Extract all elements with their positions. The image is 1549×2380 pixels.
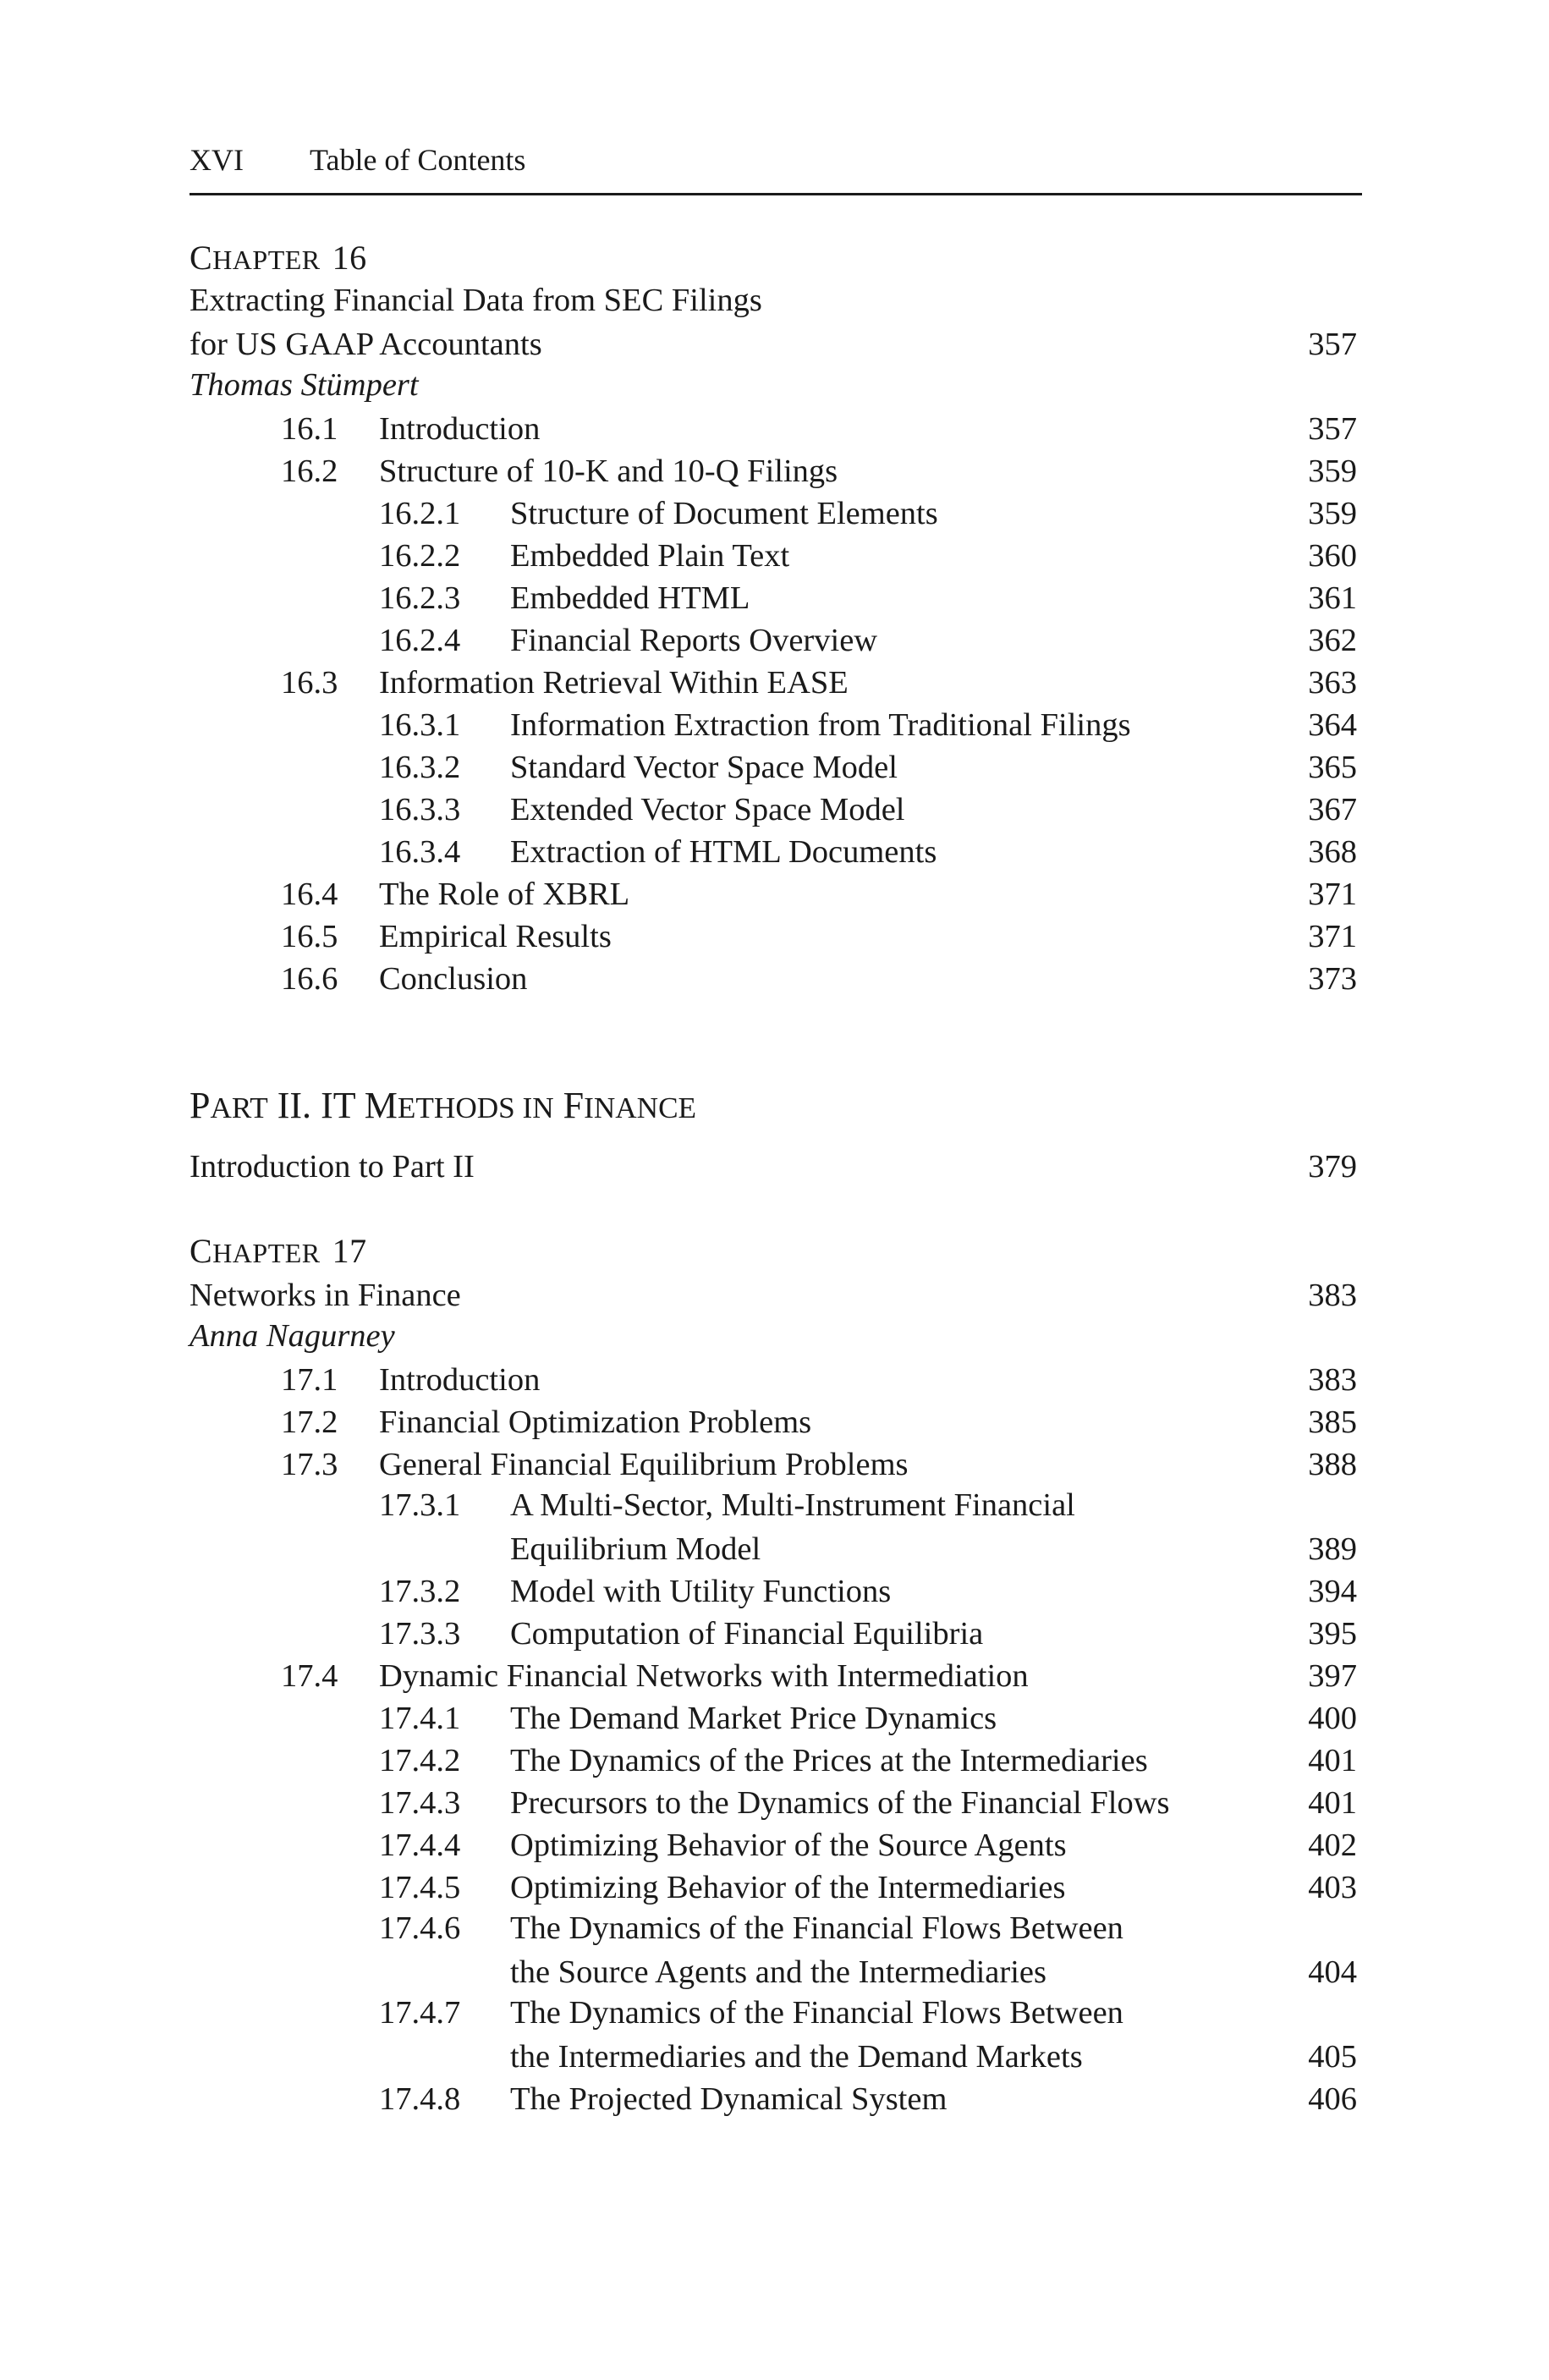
chapter-17-label — [190, 1230, 1357, 1272]
section-number: 16.2.3 — [379, 580, 461, 616]
section-title: Equilibrium Model — [510, 1531, 761, 1567]
section-title: Precursors to the Dynamics of the Financial Flows — [510, 1784, 1170, 1821]
page-number: 360 — [1308, 537, 1357, 574]
page-number: 357 — [1308, 410, 1357, 447]
page-number: 364 — [1308, 706, 1357, 743]
section-number: 16.2.1 — [379, 495, 461, 531]
page-number: 404 — [1308, 1954, 1357, 1990]
spacer — [190, 998, 1357, 1080]
toc-entry[interactable] — [190, 2076, 1357, 2119]
dot-leader — [633, 871, 1301, 904]
section-number: 17.3.1 — [379, 1487, 461, 1523]
dot-leader — [1086, 2034, 1301, 2067]
section-title-line1: The Dynamics of the Financial Flows Between — [510, 1995, 1123, 2031]
chapter-17-author: Anna Nagurney — [190, 1318, 395, 1354]
page-number: 371 — [1308, 918, 1357, 954]
dot-leader — [815, 1399, 1301, 1432]
dot-leader — [1134, 702, 1301, 735]
chapter-number: 16 — [332, 239, 367, 277]
dot-leader — [615, 914, 1301, 947]
section-title: Embedded Plain Text — [510, 537, 790, 574]
section-number: 16.2.4 — [379, 622, 461, 658]
page-number: 383 — [1308, 1361, 1357, 1398]
part-2-intro-entry[interactable] — [190, 1144, 1357, 1186]
page-folio: XVI — [190, 143, 244, 177]
running-head-title: Table of Contents — [310, 143, 526, 177]
section-title: Optimizing Behavior of the Source Agents — [510, 1827, 1067, 1863]
section-title: The Projected Dynamical System — [510, 2080, 948, 2117]
section-number: 17.4.5 — [379, 1869, 461, 1905]
page-number: 405 — [1308, 2038, 1357, 2075]
toc-entry[interactable] — [190, 406, 1357, 448]
section-title: Standard Vector Space Model — [510, 749, 898, 785]
section-number: 16.1 — [281, 410, 338, 447]
toc-entry[interactable] — [190, 1780, 1357, 1822]
toc-entry[interactable] — [190, 448, 1357, 491]
page-number: 406 — [1308, 2080, 1357, 2117]
section-title: The Dynamics of the Prices at the Intermediaries — [510, 1742, 1148, 1778]
section-number: 16.4 — [281, 876, 338, 912]
dot-leader — [894, 1569, 1301, 1602]
toc-entry[interactable] — [190, 829, 1357, 871]
section-number: 16.5 — [281, 918, 338, 954]
section-title: Financial Reports Overview — [510, 622, 878, 658]
section-number: 17.4.6 — [379, 1910, 461, 1946]
page-number: 357 — [1308, 326, 1357, 362]
section-title: Dynamic Financial Networks with Intermediation — [379, 1657, 1029, 1694]
toc-entry-continuation[interactable] — [510, 1949, 1357, 1992]
dot-leader — [753, 575, 1301, 608]
page-number: 368 — [1308, 833, 1357, 870]
page-number: 394 — [1308, 1573, 1357, 1609]
page-number: 403 — [1308, 1869, 1357, 1905]
page-number: 359 — [1308, 495, 1357, 531]
section-number: 17.3 — [281, 1446, 338, 1482]
toc-entry-continuation[interactable] — [510, 2034, 1357, 2076]
page-number: 359 — [1308, 453, 1357, 489]
toc-entry[interactable] — [190, 533, 1357, 575]
toc-entry[interactable] — [190, 787, 1357, 829]
chapter-16-title-line1: Extracting Financial Data from SEC Filings — [190, 283, 762, 318]
section-title: the Intermediaries and the Demand Markets — [510, 2038, 1083, 2075]
toc-entry[interactable] — [190, 660, 1357, 702]
toc-entry[interactable] — [190, 1442, 1357, 1484]
chapter-label-initial: C — [190, 1232, 213, 1270]
page-number: 361 — [1308, 580, 1357, 616]
dot-leader — [986, 1611, 1301, 1644]
section-number: 17.4.2 — [379, 1742, 461, 1778]
page-number: 371 — [1308, 876, 1357, 912]
page-number: 373 — [1308, 960, 1357, 997]
toc-entry[interactable] — [190, 1738, 1357, 1780]
section-title: Financial Optimization Problems — [379, 1404, 812, 1440]
section-number: 16.3.1 — [379, 706, 461, 743]
toc-content — [190, 237, 1357, 2119]
section-title: Empirical Results — [379, 918, 612, 954]
section-number: 17.4.1 — [379, 1700, 461, 1736]
dot-leader — [1070, 1822, 1301, 1855]
chapter-label-smallcaps: HAPTER — [212, 1238, 321, 1268]
toc-entry[interactable] — [190, 1653, 1357, 1696]
toc-entry[interactable] — [190, 491, 1357, 533]
toc-entry[interactable] — [190, 1865, 1357, 1907]
dot-leader — [1050, 1949, 1301, 1982]
chapter-16-label — [190, 237, 1357, 279]
section-number: 16.3 — [281, 664, 338, 701]
section-title: Embedded HTML — [510, 580, 750, 616]
dot-leader — [764, 1526, 1301, 1559]
dot-leader — [793, 533, 1301, 566]
section-number: 17.4.7 — [379, 1995, 461, 2031]
dot-leader — [909, 787, 1302, 820]
toc-entry[interactable] — [190, 1696, 1357, 1738]
dot-leader — [464, 1272, 1301, 1305]
section-number: 17.4.4 — [379, 1827, 461, 1863]
section-number: 16.2.2 — [379, 537, 461, 574]
toc-entry-continuation[interactable] — [510, 1526, 1357, 1569]
toc-entry-first-line[interactable] — [190, 1992, 1357, 2034]
section-number: 17.4 — [281, 1657, 338, 1694]
chapter-number: 17 — [332, 1232, 367, 1270]
dot-leader — [940, 829, 1301, 862]
section-title: Structure of Document Elements — [510, 495, 938, 531]
page-number: 388 — [1308, 1446, 1357, 1482]
dot-leader — [1151, 1738, 1301, 1771]
toc-entry[interactable] — [190, 702, 1357, 745]
section-title: Information Retrieval Within EASE — [379, 664, 849, 701]
toc-entry[interactable] — [190, 745, 1357, 787]
dot-leader — [942, 491, 1301, 524]
header-rule — [190, 193, 1362, 195]
chapter-17-title: Networks in Finance — [190, 1277, 461, 1313]
dot-leader — [841, 448, 1301, 481]
chapter-label-initial: C — [190, 239, 213, 277]
section-number: 16.2 — [281, 453, 338, 489]
dot-leader — [478, 1144, 1301, 1177]
section-title-line1: A Multi-Sector, Multi-Instrument Financial — [510, 1487, 1075, 1523]
toc-entry[interactable] — [190, 1611, 1357, 1653]
page-number: 401 — [1308, 1784, 1357, 1821]
page-number: 379 — [1308, 1148, 1357, 1185]
section-number: 17.2 — [281, 1404, 338, 1440]
section-title: Structure of 10-K and 10-Q Filings — [379, 453, 838, 489]
chapter-label-smallcaps: HAPTER — [212, 245, 321, 275]
section-title: The Role of XBRL — [379, 876, 630, 912]
section-number: 17.4.3 — [379, 1784, 461, 1821]
dot-leader — [1173, 1780, 1302, 1813]
toc-entry[interactable] — [190, 914, 1357, 956]
section-title: General Financial Equilibrium Problems — [379, 1446, 909, 1482]
page-number: 397 — [1308, 1657, 1357, 1694]
page-number: 383 — [1308, 1277, 1357, 1313]
page-number: 367 — [1308, 791, 1357, 827]
chapter-16-title-entry[interactable] — [190, 322, 1357, 364]
section-number: 17.3.3 — [379, 1615, 461, 1652]
part-2-heading: PART II. IT METHODS IN FINANCE — [190, 1085, 697, 1126]
chapter-16-title-line2: for US GAAP Accountants — [190, 326, 542, 362]
dot-leader — [543, 406, 1301, 439]
section-title-line1: The Dynamics of the Financial Flows Between — [510, 1910, 1123, 1946]
section-number: 16.6 — [281, 960, 338, 997]
page-number: 363 — [1308, 664, 1357, 701]
dot-leader — [901, 745, 1301, 778]
section-number: 16.3.3 — [379, 791, 461, 827]
page-number: 385 — [1308, 1404, 1357, 1440]
section-title: Model with Utility Functions — [510, 1573, 892, 1609]
section-title: Conclusion — [379, 960, 528, 997]
dot-leader — [881, 618, 1301, 651]
toc-entry[interactable] — [190, 1357, 1357, 1399]
page-number: 401 — [1308, 1742, 1357, 1778]
toc-entry[interactable] — [190, 1569, 1357, 1611]
dot-leader — [543, 1357, 1301, 1390]
dot-leader — [1068, 1865, 1301, 1898]
section-title: Extended Vector Space Model — [510, 791, 905, 827]
toc-entry[interactable] — [190, 575, 1357, 618]
dot-leader — [1032, 1653, 1301, 1686]
section-number: 17.1 — [281, 1361, 338, 1398]
page-number: 362 — [1308, 622, 1357, 658]
dot-leader — [546, 322, 1301, 355]
chapter-16-author: Thomas Stümpert — [190, 367, 419, 403]
section-number: 16.3.2 — [379, 749, 461, 785]
section-title: The Demand Market Price Dynamics — [510, 1700, 997, 1736]
section-title: Optimizing Behavior of the Intermediaries — [510, 1869, 1066, 1905]
section-number: 16.3.4 — [379, 833, 461, 870]
section-number: 17.3.2 — [379, 1573, 461, 1609]
toc-entry-first-line[interactable] — [190, 1484, 1357, 1526]
dot-leader — [1000, 1696, 1301, 1729]
page-number: 400 — [1308, 1700, 1357, 1736]
section-title: the Source Agents and the Intermediaries — [510, 1954, 1046, 1990]
dot-leader — [852, 660, 1301, 693]
dot-leader — [950, 2076, 1301, 2109]
chapter-17-title-entry[interactable] — [190, 1272, 1357, 1315]
section-title: Introduction — [379, 1361, 541, 1398]
section-title: Computation of Financial Equilibria — [510, 1615, 984, 1652]
dot-leader — [530, 956, 1301, 989]
toc-entry[interactable] — [190, 1822, 1357, 1865]
page-number: 395 — [1308, 1615, 1357, 1652]
page-number: 365 — [1308, 749, 1357, 785]
running-head — [190, 142, 525, 178]
section-number: 17.4.8 — [379, 2080, 461, 2117]
toc-entry-first-line[interactable] — [190, 1907, 1357, 1949]
section-title: Introduction to Part II — [190, 1148, 475, 1185]
toc-entry[interactable] — [190, 618, 1357, 660]
toc-entry[interactable] — [190, 871, 1357, 914]
toc-entry[interactable] — [190, 956, 1357, 998]
dot-leader — [912, 1442, 1302, 1475]
page-number: 402 — [1308, 1827, 1357, 1863]
page-number: 389 — [1308, 1531, 1357, 1567]
section-title: Introduction — [379, 410, 541, 447]
section-title: Extraction of HTML Documents — [510, 833, 937, 870]
toc-entry[interactable] — [190, 1399, 1357, 1442]
spacer — [190, 1186, 1357, 1230]
section-title: Information Extraction from Traditional Filings — [510, 706, 1131, 743]
